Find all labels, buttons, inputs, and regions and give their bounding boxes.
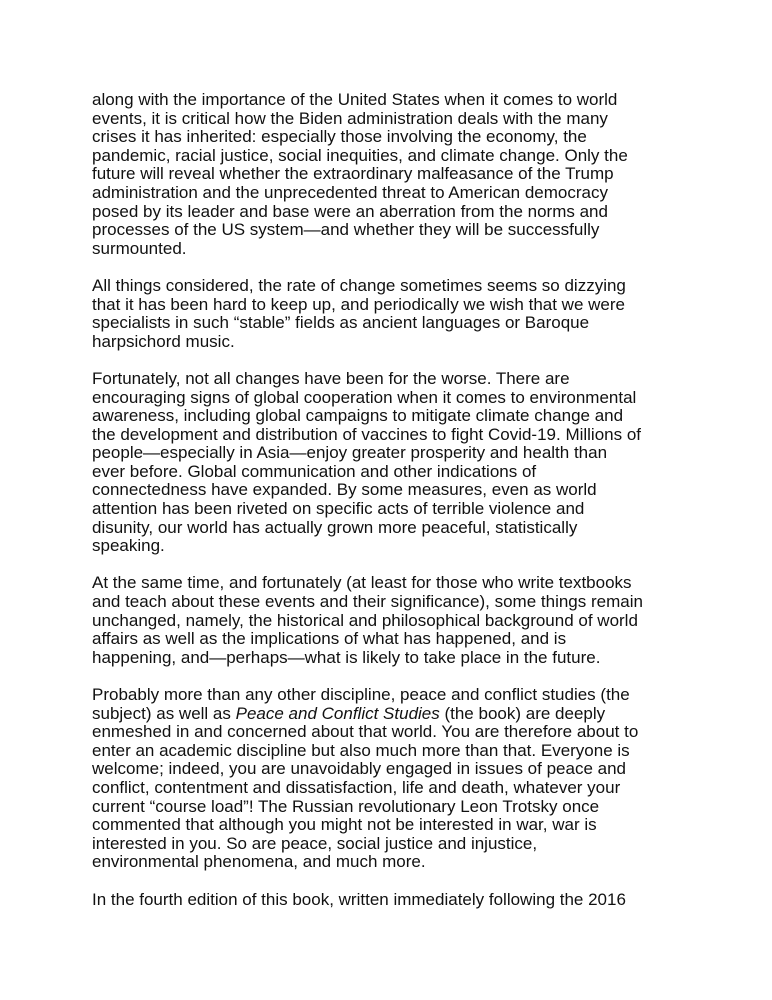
body-text [92,91,692,928]
text-line: disunity, our world has actually grown more peaceful, statistically [92,517,578,537]
text-line: administration and the unprecedented threat to American democracy [92,182,608,202]
text-line: the development and distribution of vaccines to fight Covid-19. Millions of [92,424,642,444]
paragraph-5 [92,686,692,872]
text-line: along with the importance of the United States when it comes to world [92,90,618,109]
text-line: enmeshed in and concerned about that world. You are therefore about to [92,722,639,742]
text-line: enter an academic discipline but also much more than that. Everyone is [92,740,630,760]
text-line: encouraging signs of global cooperation when it comes to environmental [92,387,637,407]
text-line: surmounted. [92,238,187,258]
text-line: happening, and—perhaps—what is likely to take place in the future. [92,647,601,667]
text-line: commented that although you might not be interested in war, war is [92,815,597,835]
text-line: current “course load”! The Russian revolutionary Leon Trotsky once [92,796,600,816]
book-title: Peace and Conflict Studies [235,703,440,723]
text-line: In the fourth edition of this book, written immediately following the 2016 [92,889,626,909]
text-line: All things considered, the rate of change sometimes seems so dizzying [92,275,626,295]
text-line: and teach about these events and their significance), some things remain [92,592,643,612]
text-line: welcome; indeed, you are unavoidably engaged in issues of peace and [92,759,626,779]
text-line: that it has been hard to keep up, and periodically we wish that we were [92,294,625,314]
text-line: people—especially in Asia—enjoy greater prosperity and health than [92,443,608,463]
text-line: awareness, including global campaigns to mitigate climate change and [92,406,624,426]
text-line: crises it has inherited: especially those involving the economy, the [92,127,587,147]
text-line: posed by its leader and base were an aberration from the norms and [92,201,608,221]
paragraph-3 [92,370,692,556]
paragraph-4 [92,574,692,667]
text-line: specialists in such “stable” fields as ancient languages or Baroque [92,313,590,333]
text-fragment: (the book) are deeply [439,703,606,723]
text-line: At the same time, and fortunately (at least for those who write textbooks [92,573,632,593]
text-line: harpsichord music. [92,331,235,351]
text-line: conflict, contentment and dissatisfaction, life and death, whatever your [92,777,621,797]
text-line: affairs as well as the implications of what has happened, and is [92,629,567,649]
text-fragment: subject) as well as [92,703,236,723]
text-line: processes of the US system—and whether they will be successfully [92,220,600,240]
paragraph-6 [92,891,692,910]
paragraph-2 [92,277,692,351]
text-line: ever before. Global communication and other indications of [92,461,537,481]
text-line: interested in you. So are peace, social justice and injustice, [92,833,538,853]
text-line: pandemic, racial justice, social inequities, and climate change. Only the [92,145,628,165]
text-line: environmental phenomena, and much more. [92,852,426,872]
text-line: unchanged, namely, the historical and philosophical background of world [92,610,638,630]
paragraph-1 [92,91,692,258]
text-line: attention has been riveted on specific acts of terrible violence and [92,499,585,519]
text-line: Probably more than any other discipline, peace and conflict studies (the [92,685,630,704]
text-line: connectedness have expanded. By some measures, even as world [92,480,597,500]
text-line [92,705,692,724]
text-line: future will reveal whether the extraordinary malfeasance of the Trump [92,164,614,184]
text-line: speaking. [92,536,165,556]
text-line: Fortunately, not all changes have been for the worse. There are [92,368,570,388]
text-line: events, it is critical how the Biden administration deals with the many [92,108,608,128]
